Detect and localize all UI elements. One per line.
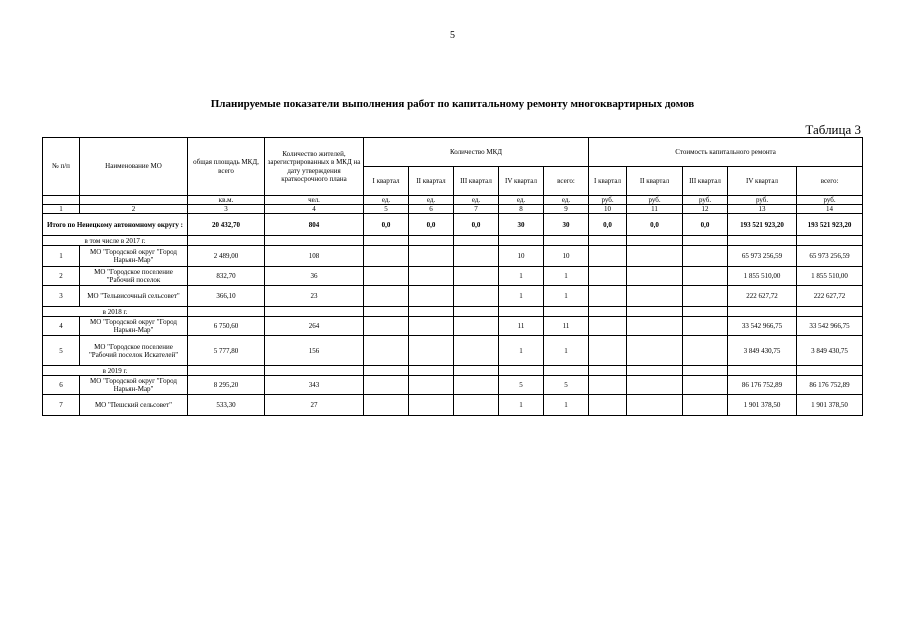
header-mkd-q2: II квартал: [409, 167, 454, 196]
section-row-2017: [43, 236, 863, 246]
total-mkd-q3: 0,0: [454, 214, 499, 236]
document-title: Планируемые показатели выполнения работ по капитальному ремонту многоквартирных домов: [210, 98, 695, 110]
row-cost-q4: 3 849 430,75: [728, 336, 797, 366]
unit-cell: руб.: [627, 196, 683, 205]
header-mkd-count: Количество МКД: [364, 138, 589, 167]
row-mkd-total: 11: [544, 317, 589, 336]
row-cost-total: 65 973 256,59: [797, 246, 863, 267]
row-residents: 343: [265, 376, 364, 395]
column-number: 8: [499, 205, 544, 214]
header-residents: Количество жителей, зарегистрированных в МКД на дату утверждения краткосрочного плана: [265, 138, 364, 196]
column-number: 7: [454, 205, 499, 214]
section-title: в том числе в 2017 г.: [43, 236, 188, 246]
header-mkd-total: всего:: [544, 167, 589, 196]
table-row: [43, 267, 863, 286]
column-number: 13: [728, 205, 797, 214]
unit-cell: кв.м.: [188, 196, 265, 205]
row-residents: 27: [265, 395, 364, 416]
row-area: 366,10: [188, 286, 265, 307]
header-area: общая площадь МКД, всего: [188, 138, 265, 196]
column-number: 3: [188, 205, 265, 214]
row-num: 7: [43, 395, 80, 416]
row-num: 1: [43, 246, 80, 267]
unit-cell: ед.: [409, 196, 454, 205]
total-cost-q4: 193 521 923,20: [728, 214, 797, 236]
units-row: [43, 196, 863, 205]
unit-cell: [80, 196, 188, 205]
table-row: [43, 336, 863, 366]
total-row: [43, 214, 863, 236]
header-num: № п/п: [43, 138, 80, 196]
column-number: 10: [589, 205, 627, 214]
unit-cell: руб.: [797, 196, 863, 205]
header-mkd-q1: I квартал: [364, 167, 409, 196]
total-mkd-total: 30: [544, 214, 589, 236]
row-area: 8 295,20: [188, 376, 265, 395]
row-cost-q4: 1 901 378,50: [728, 395, 797, 416]
header-mkd-q4: IV квартал: [499, 167, 544, 196]
total-cost-q2: 0,0: [627, 214, 683, 236]
table-row: [43, 376, 863, 395]
section-title: в 2018 г.: [43, 307, 188, 317]
row-mkd-q4: 11: [499, 317, 544, 336]
row-name: МО "Городской округ "Город Нарьян-Мар": [80, 317, 188, 336]
column-number: 4: [265, 205, 364, 214]
row-mkd-q4: 1: [499, 267, 544, 286]
table-row: [43, 395, 863, 416]
row-num: 5: [43, 336, 80, 366]
row-mkd-q4: 10: [499, 246, 544, 267]
row-area: 2 489,00: [188, 246, 265, 267]
page-number: 5: [450, 30, 455, 41]
row-cost-q4: 33 542 966,75: [728, 317, 797, 336]
total-cost-q1: 0,0: [589, 214, 627, 236]
header-mkd-q3: III квартал: [454, 167, 499, 196]
row-name: МО "Тельвисочный сельсовет": [80, 286, 188, 307]
row-cost-total: 222 627,72: [797, 286, 863, 307]
row-mkd-q4: 1: [499, 286, 544, 307]
row-residents: 36: [265, 267, 364, 286]
row-area: 6 750,60: [188, 317, 265, 336]
total-cost-total: 193 521 923,20: [797, 214, 863, 236]
row-residents: 156: [265, 336, 364, 366]
header-cost-q1: I квартал: [589, 167, 627, 196]
header-cost-q3: III квартал: [683, 167, 728, 196]
row-mkd-q4: 1: [499, 336, 544, 366]
unit-cell: ед.: [499, 196, 544, 205]
row-cost-total: 1 901 378,50: [797, 395, 863, 416]
unit-cell: ед.: [364, 196, 409, 205]
row-num: 3: [43, 286, 80, 307]
table-row: [43, 246, 863, 267]
section-row-2019: [43, 366, 863, 376]
total-area: 20 432,70: [188, 214, 265, 236]
row-area: 533,30: [188, 395, 265, 416]
row-name: МО "Городской округ "Город Нарьян-Мар": [80, 246, 188, 267]
unit-cell: руб.: [589, 196, 627, 205]
row-num: 2: [43, 267, 80, 286]
row-name: МО "Пешский сельсовет": [80, 395, 188, 416]
row-mkd-total: 10: [544, 246, 589, 267]
row-cost-q4: 222 627,72: [728, 286, 797, 307]
total-cost-q3: 0,0: [683, 214, 728, 236]
row-mkd-q4: 5: [499, 376, 544, 395]
row-name: МО "Городской округ "Город Нарьян-Мар": [80, 376, 188, 395]
row-cost-total: 1 855 510,00: [797, 267, 863, 286]
row-area: 832,70: [188, 267, 265, 286]
header-repair-cost: Стоимость капитального ремонта: [589, 138, 863, 167]
row-mkd-total: 1: [544, 267, 589, 286]
table-label: Таблица 3: [805, 122, 861, 137]
row-residents: 108: [265, 246, 364, 267]
row-residents: 264: [265, 317, 364, 336]
column-numbers-row: [43, 205, 863, 214]
unit-cell: руб.: [728, 196, 797, 205]
unit-cell: ед.: [454, 196, 499, 205]
row-cost-q4: 65 973 256,59: [728, 246, 797, 267]
row-cost-total: 33 542 966,75: [797, 317, 863, 336]
unit-cell: ед.: [544, 196, 589, 205]
total-label: Итого по Ненецкому автономному округу :: [43, 214, 188, 236]
row-mkd-total: 1: [544, 336, 589, 366]
total-mkd-q2: 0,0: [409, 214, 454, 236]
column-number: 12: [683, 205, 728, 214]
header-row-top: [43, 138, 863, 167]
row-cost-q4: 86 176 752,89: [728, 376, 797, 395]
unit-cell: чел.: [265, 196, 364, 205]
row-cost-total: 86 176 752,89: [797, 376, 863, 395]
row-cost-total: 3 849 430,75: [797, 336, 863, 366]
total-mkd-q1: 0,0: [364, 214, 409, 236]
column-number: 2: [80, 205, 188, 214]
row-mkd-total: 1: [544, 286, 589, 307]
row-mkd-total: 5: [544, 376, 589, 395]
column-number: 14: [797, 205, 863, 214]
header-cost-q2: II квартал: [627, 167, 683, 196]
unit-cell: [43, 196, 80, 205]
capital-repair-table: [42, 137, 863, 416]
row-num: 4: [43, 317, 80, 336]
row-cost-q4: 1 855 510,00: [728, 267, 797, 286]
row-name: МО "Городское поселение "Рабочий поселок: [80, 267, 188, 286]
total-mkd-q4: 30: [499, 214, 544, 236]
column-number: 5: [364, 205, 409, 214]
column-number: 11: [627, 205, 683, 214]
unit-cell: руб.: [683, 196, 728, 205]
section-title: в 2019 г.: [43, 366, 188, 376]
row-area: 5 777,80: [188, 336, 265, 366]
header-name: Наименование МО: [80, 138, 188, 196]
column-number: 1: [43, 205, 80, 214]
row-mkd-q4: 1: [499, 395, 544, 416]
row-name: МО "Городское поселение "Рабочий поселок Искателей": [80, 336, 188, 366]
header-cost-total: всего:: [797, 167, 863, 196]
table-row: [43, 286, 863, 307]
total-residents: 804: [265, 214, 364, 236]
column-number: 6: [409, 205, 454, 214]
row-mkd-total: 1: [544, 395, 589, 416]
row-num: 6: [43, 376, 80, 395]
section-row-2018: [43, 307, 863, 317]
column-number: 9: [544, 205, 589, 214]
table-row: [43, 317, 863, 336]
header-cost-q4: IV квартал: [728, 167, 797, 196]
row-residents: 23: [265, 286, 364, 307]
